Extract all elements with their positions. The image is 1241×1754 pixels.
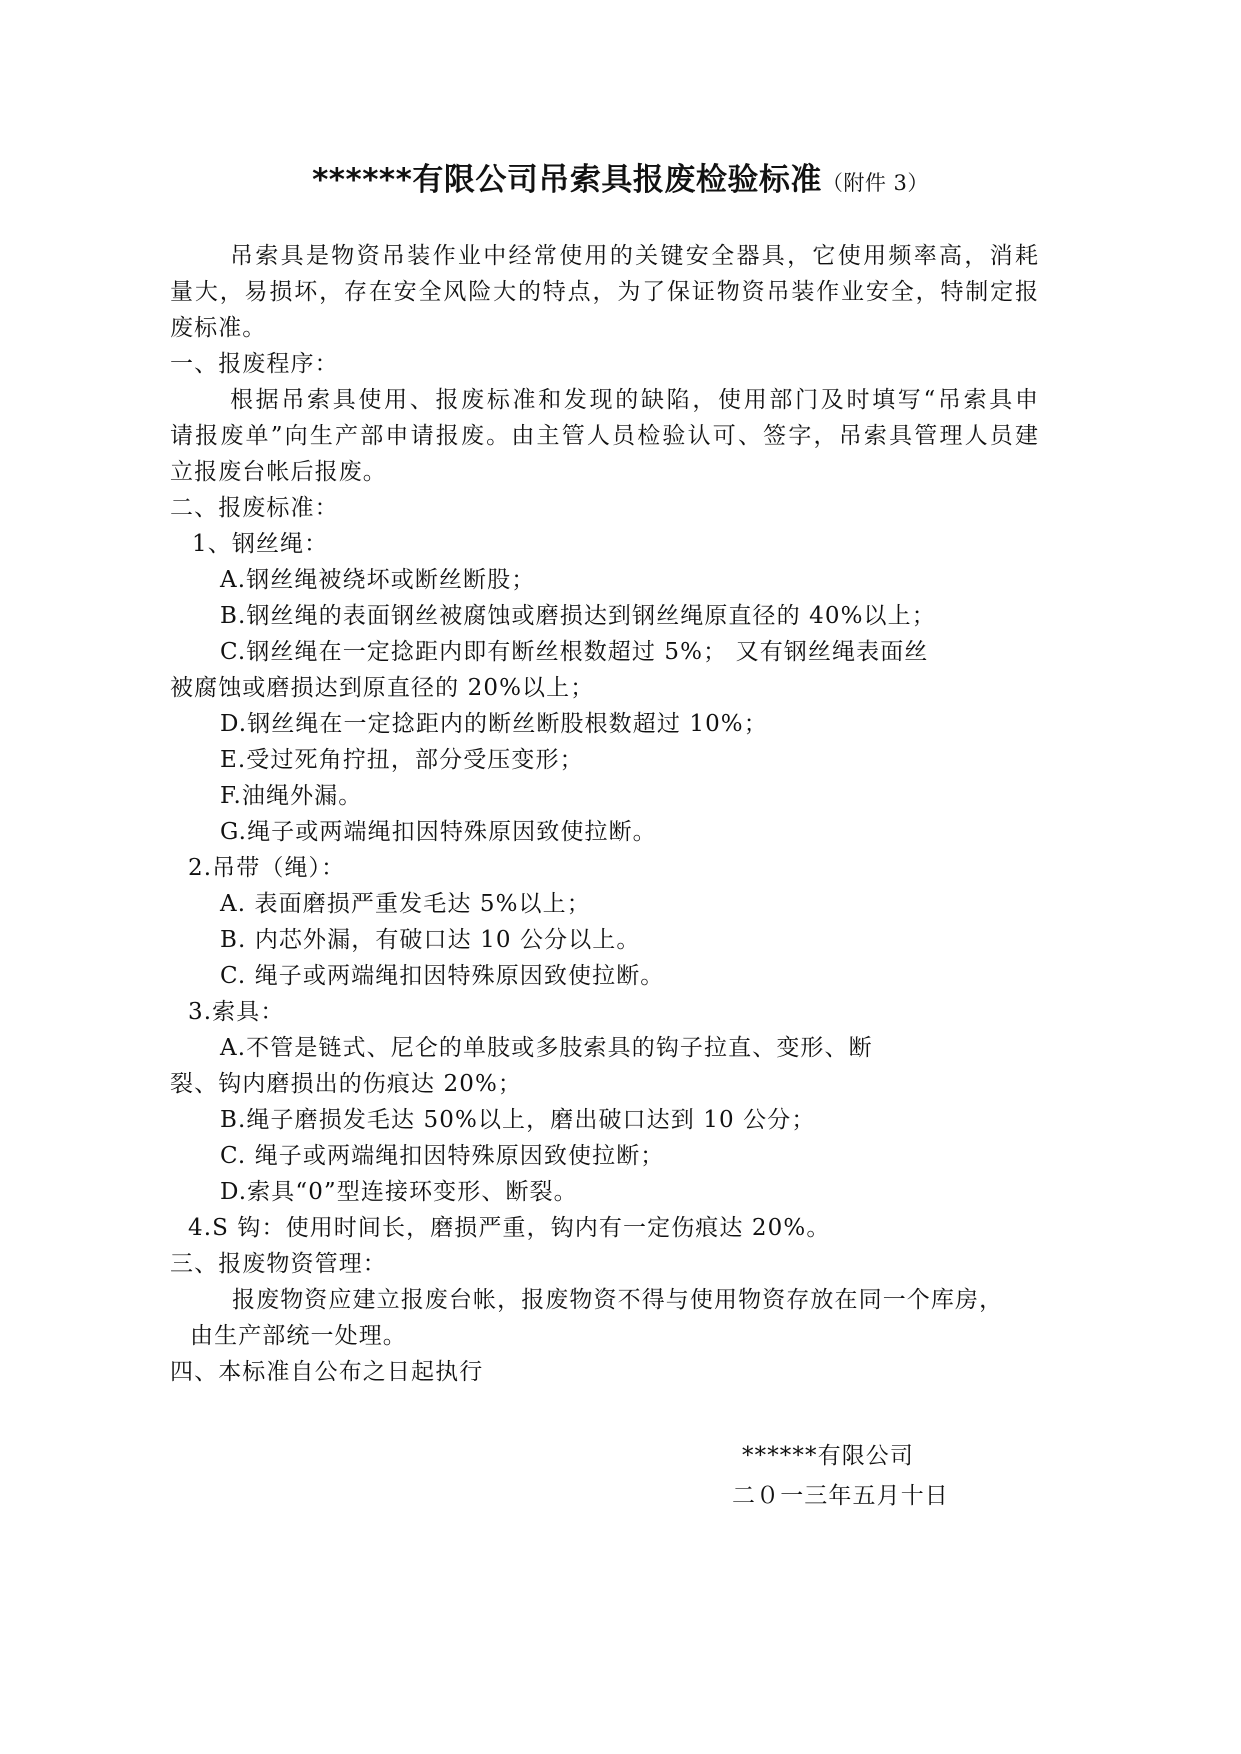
management-line: 报废物资应建立报废台帐，报废物资不得与使用物资存放在同一个库房， [232, 1287, 1004, 1313]
management-line: 由生产部统一处理。 [190, 1323, 407, 1349]
subheading-sling: 2.吊带（绳）： [188, 855, 346, 881]
wire-rope-item: B.钢丝绳的表面钢丝被腐蚀或磨损达到钢丝绳原直径的 40%以上； [220, 603, 936, 629]
sling-item: C. 绳子或两端绳扣因特殊原因致使拉断。 [220, 963, 665, 989]
document-title [0, 160, 1241, 205]
section-heading-management: 三、报废物资管理： [170, 1251, 387, 1277]
intro-line: 废标准。 [170, 315, 267, 341]
title-main: ******有限公司吊索具报废检验标准 [312, 162, 822, 198]
rigging-item: B.绳子磨损发毛达 50%以上，磨出破口达到 10 公分； [220, 1107, 816, 1133]
rigging-item: 裂、钩内磨损出的伤痕达 20%； [170, 1071, 523, 1097]
wire-rope-item: E.受过死角拧扭，部分受压变形； [220, 747, 584, 773]
rigging-item: D.索具“0”型连接环变形、断裂。 [220, 1179, 578, 1205]
intro-line: 量大，易损坏，存在安全风险大的特点，为了保证物资吊装作业安全，特制定报 [170, 279, 1038, 305]
section-heading-standards: 二、报废标准： [170, 495, 339, 521]
subheading-rigging: 3.索具： [188, 999, 285, 1025]
wire-rope-item: C.钢丝绳在一定捻距内即有断丝根数超过 5%； 又有钢丝绳表面丝 [220, 639, 929, 665]
section-heading-procedure: 一、报废程序： [170, 351, 339, 377]
title-attachment-note: （附件 3） [821, 171, 929, 195]
procedure-line: 立报废台帐后报废。 [170, 459, 387, 485]
subheading-wire-rope: 1、钢丝绳： [192, 531, 329, 557]
sling-item: A. 表面磨损严重发毛达 5%以上； [220, 891, 591, 917]
wire-rope-item: D.钢丝绳在一定捻距内的断丝断股根数超过 10%； [220, 711, 768, 737]
section-heading-effective: 四、本标准自公布之日起执行 [170, 1359, 484, 1385]
signature-date: 二０一三年五月十日 [732, 1483, 949, 1509]
wire-rope-item: A.钢丝绳被绕坏或断丝断股； [220, 567, 536, 593]
wire-rope-item: G.绳子或两端绳扣因特殊原因致使拉断。 [220, 819, 657, 845]
s-hook-item: 4.S 钩：使用时间长，磨损严重，钩内有一定伤痕达 20%。 [188, 1215, 831, 1241]
signature-company: ******有限公司 [742, 1443, 914, 1469]
procedure-line: 请报废单”向生产部申请报废。由主管人员检验认可、签字，吊索具管理人员建 [170, 423, 1038, 449]
rigging-item: C. 绳子或两端绳扣因特殊原因致使拉断； [220, 1143, 665, 1169]
wire-rope-item: 被腐蚀或磨损达到原直径的 20%以上； [170, 675, 595, 701]
intro-line: 吊索具是物资吊装作业中经常使用的关键安全器具，它使用频率高，消耗 [230, 243, 1038, 269]
procedure-line: 根据吊索具使用、报废标准和发现的缺陷，使用部门及时填写“吊索具申 [230, 387, 1038, 413]
sling-item: B. 内芯外漏，有破口达 10 公分以上。 [220, 927, 641, 953]
wire-rope-item: F.油绳外漏。 [220, 783, 363, 809]
rigging-item: A.不管是链式、尼仑的单肢或多肢索具的钩子拉直、变形、断 [220, 1035, 873, 1061]
